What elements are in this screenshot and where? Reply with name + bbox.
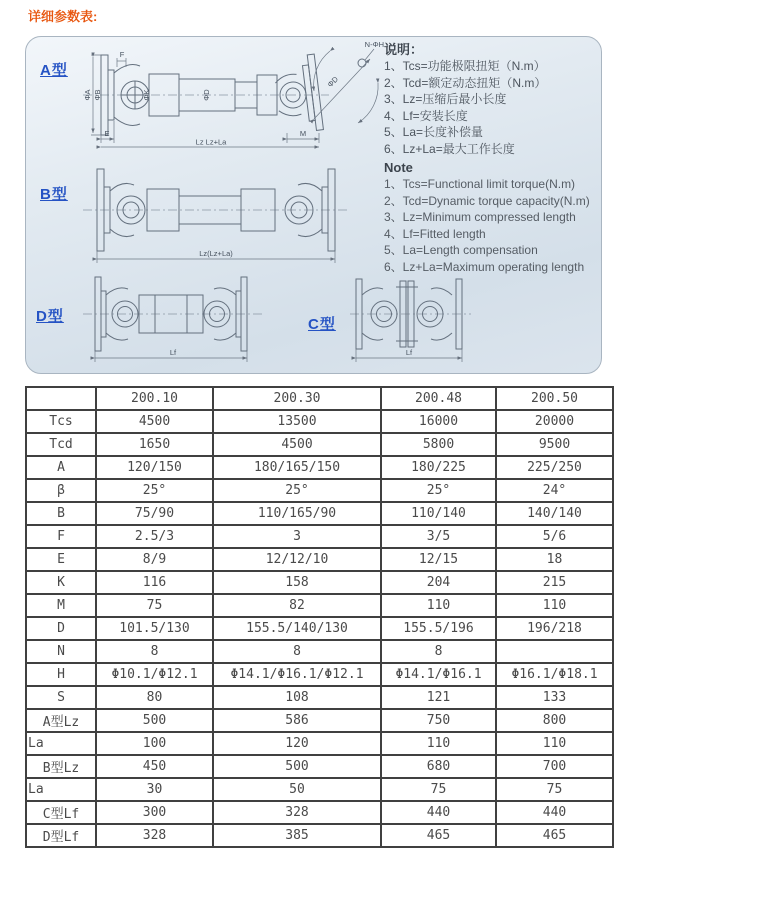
table-cell: 25°: [213, 479, 381, 502]
column-header: 200.10: [96, 387, 213, 410]
table-cell: 155.5/140/130: [213, 617, 381, 640]
table-row: [26, 502, 613, 525]
table-row: [26, 732, 613, 755]
table-cell: 225/250: [496, 456, 613, 479]
table-cell: 196/218: [496, 617, 613, 640]
table-cell: 110: [381, 594, 496, 617]
table-cell: 3/5: [381, 525, 496, 548]
type-label-c: C型: [308, 316, 336, 333]
row-label: β: [26, 479, 96, 502]
note-line-cn: 6、Lz+La=最大工作长度: [384, 141, 515, 156]
row-label: K: [26, 571, 96, 594]
table-cell: 1650: [96, 433, 213, 456]
table-cell: 121: [381, 686, 496, 709]
column-header: 200.48: [381, 387, 496, 410]
notes-block: [384, 41, 600, 275]
table-cell: 586: [213, 709, 381, 732]
dim-phi-d: ΦD: [202, 89, 211, 101]
table-cell: 5800: [381, 433, 496, 456]
row-label: S: [26, 686, 96, 709]
row-label: D: [26, 617, 96, 640]
table-cell: 180/225: [381, 456, 496, 479]
table-cell: 120: [213, 732, 381, 755]
row-label: M: [26, 594, 96, 617]
table-cell: 465: [381, 824, 496, 847]
row-label: Tcs: [26, 410, 96, 433]
row-label: E: [26, 548, 96, 571]
row-label: B: [26, 502, 96, 525]
type-label-b: B型: [40, 186, 68, 203]
note-line-cn: 3、Lz=压缩后最小长度: [384, 92, 507, 106]
table-cell: 155.5/196: [381, 617, 496, 640]
table-cell: 8: [213, 640, 381, 663]
table-cell: 680: [381, 755, 496, 778]
dim-phi-b: ΦB: [93, 89, 102, 101]
notes-en-list: [384, 176, 600, 275]
bolt-circle-detail-drawing: [306, 39, 386, 137]
dim-phi-a: ΦA: [83, 89, 92, 101]
table-row: [26, 686, 613, 709]
dim-lz-b: Lz(Lz+La): [199, 249, 233, 258]
spec-table: [25, 386, 614, 848]
column-header: 200.50: [496, 387, 613, 410]
table-row: [26, 824, 613, 847]
table-header-row: [26, 387, 613, 410]
table-cell: 108: [213, 686, 381, 709]
note-line-en: 4、Lf=Fitted length: [384, 226, 486, 241]
note-line-en: 5、La=Length compensation: [384, 243, 538, 257]
table-row: [26, 456, 613, 479]
page-title: 详细参数表:: [28, 9, 98, 24]
table-row: [26, 410, 613, 433]
table-cell: 180/165/150: [213, 456, 381, 479]
dim-phi-k: ΦK: [142, 89, 151, 101]
table-cell: Φ14.1/Φ16.1: [381, 663, 496, 686]
row-label: H: [26, 663, 96, 686]
note-line-cn: 2、Tcd=额定动态扭矩（N.m）: [384, 75, 547, 90]
table-body: [26, 410, 613, 847]
table-cell: 9500: [496, 433, 613, 456]
table-row: [26, 778, 613, 801]
note-line-cn: 5、La=长度补偿量: [384, 125, 484, 139]
table-cell: 82: [213, 594, 381, 617]
table-cell: 20000: [496, 410, 613, 433]
row-label: F: [26, 525, 96, 548]
table-cell: 800: [496, 709, 613, 732]
row-label: A型Lz: [26, 709, 96, 732]
table-cell: 3: [213, 525, 381, 548]
table-row: [26, 433, 613, 456]
note-line-en: 3、Lz=Minimum compressed length: [384, 210, 576, 224]
table-cell: 500: [213, 755, 381, 778]
b-type-shaft-drawing: [81, 155, 351, 267]
table-row: [26, 594, 613, 617]
table-cell: 110: [496, 732, 613, 755]
table-cell: 133: [496, 686, 613, 709]
row-label: La: [26, 778, 96, 801]
table-cell: 8/9: [96, 548, 213, 571]
table-cell: 110/165/90: [213, 502, 381, 525]
note-line-en: 2、Tcd=Dynamic torque capacity(N.m): [384, 193, 590, 208]
dim-f: F: [119, 50, 125, 59]
table-row: [26, 617, 613, 640]
note-line-en: 6、Lz+La=Maximum operating length: [384, 259, 585, 274]
table-row: [26, 709, 613, 732]
table-cell: 110/140: [381, 502, 496, 525]
table-cell: 16000: [381, 410, 496, 433]
table-cell: Φ14.1/Φ16.1/Φ12.1: [213, 663, 381, 686]
table-cell: Φ16.1/Φ18.1: [496, 663, 613, 686]
column-header: 200.30: [213, 387, 381, 410]
table-cell: 12/15: [381, 548, 496, 571]
table-cell: 75: [496, 778, 613, 801]
table-cell: 110: [381, 732, 496, 755]
table-row: [26, 663, 613, 686]
notes-cn-title: 说明：: [384, 42, 424, 57]
table-cell: Φ10.1/Φ12.1: [96, 663, 213, 686]
dim-lz-a: Lz Lz+La: [195, 137, 227, 147]
table-cell: 80: [96, 686, 213, 709]
a-type-shaft-drawing: [81, 43, 331, 151]
table-cell: 140/140: [496, 502, 613, 525]
dim-e: E: [104, 129, 110, 138]
table-cell: 120/150: [96, 456, 213, 479]
detail-dim-n-phi-h: N-ΦH: [364, 40, 384, 49]
table-cell: 385: [213, 824, 381, 847]
table-cell: 12/12/10: [213, 548, 381, 571]
table-cell: 25°: [96, 479, 213, 502]
table-row: [26, 755, 613, 778]
table-cell: 465: [496, 824, 613, 847]
table-cell: 75: [381, 778, 496, 801]
table-cell: 500: [96, 709, 213, 732]
c-type-shaft-drawing: [348, 269, 473, 365]
table-cell: 13500: [213, 410, 381, 433]
table-cell: 440: [496, 801, 613, 824]
table-cell: 215: [496, 571, 613, 594]
table-cell: 116: [96, 571, 213, 594]
table-cell: 18: [496, 548, 613, 571]
row-label: La: [26, 732, 96, 755]
table-cell: 101.5/130: [96, 617, 213, 640]
table-row: [26, 548, 613, 571]
table-cell: [496, 640, 613, 663]
table-cell: 4500: [96, 410, 213, 433]
row-label: N: [26, 640, 96, 663]
table-cell: 2.5/3: [96, 525, 213, 548]
table-cell: 100: [96, 732, 213, 755]
row-label: B型Lz: [26, 755, 96, 778]
table-row: [26, 571, 613, 594]
table-cell: 8: [381, 640, 496, 663]
row-label: C型Lf: [26, 801, 96, 824]
table-cell: 750: [381, 709, 496, 732]
type-label-d: D型: [36, 308, 64, 325]
table-cell: 30: [96, 778, 213, 801]
dim-m: M: [299, 129, 307, 138]
dim-lf-c: Lf: [405, 348, 413, 357]
table-cell: 328: [213, 801, 381, 824]
d-type-shaft-drawing: [81, 269, 266, 365]
table-cell: 300: [96, 801, 213, 824]
diagram-panel: [25, 36, 602, 374]
note-line-cn: 4、Lf=安装长度: [384, 108, 468, 123]
table-row: [26, 479, 613, 502]
notes-cn-list: [384, 58, 600, 157]
notes-en-title: Note: [384, 160, 413, 175]
row-label: Tcd: [26, 433, 96, 456]
table-cell: 700: [496, 755, 613, 778]
dim-lf-d: Lf: [169, 348, 177, 357]
table-cell: 158: [213, 571, 381, 594]
note-line-en: 1、Tcs=Functional limit torque(N.m): [384, 177, 576, 191]
table-cell: 25°: [381, 479, 496, 502]
note-line-cn: 1、Tcs=功能极限扭矩（N.m）: [384, 59, 546, 73]
table-cell: 450: [96, 755, 213, 778]
table-row: [26, 801, 613, 824]
row-label: D型Lf: [26, 824, 96, 847]
table-cell: 5/6: [496, 525, 613, 548]
column-header-empty: [26, 387, 96, 410]
table-cell: 24°: [496, 479, 613, 502]
table-cell: 50: [213, 778, 381, 801]
table-cell: 328: [96, 824, 213, 847]
table-row: [26, 525, 613, 548]
detail-dim-phi-d: ΦD: [325, 74, 341, 90]
table-cell: 440: [381, 801, 496, 824]
type-label-a: A型: [40, 62, 68, 79]
table-cell: 4500: [213, 433, 381, 456]
table-cell: 8: [96, 640, 213, 663]
row-label: A: [26, 456, 96, 479]
table-cell: 110: [496, 594, 613, 617]
table-cell: 75: [96, 594, 213, 617]
table-row: [26, 640, 613, 663]
table-cell: 204: [381, 571, 496, 594]
table-cell: 75/90: [96, 502, 213, 525]
